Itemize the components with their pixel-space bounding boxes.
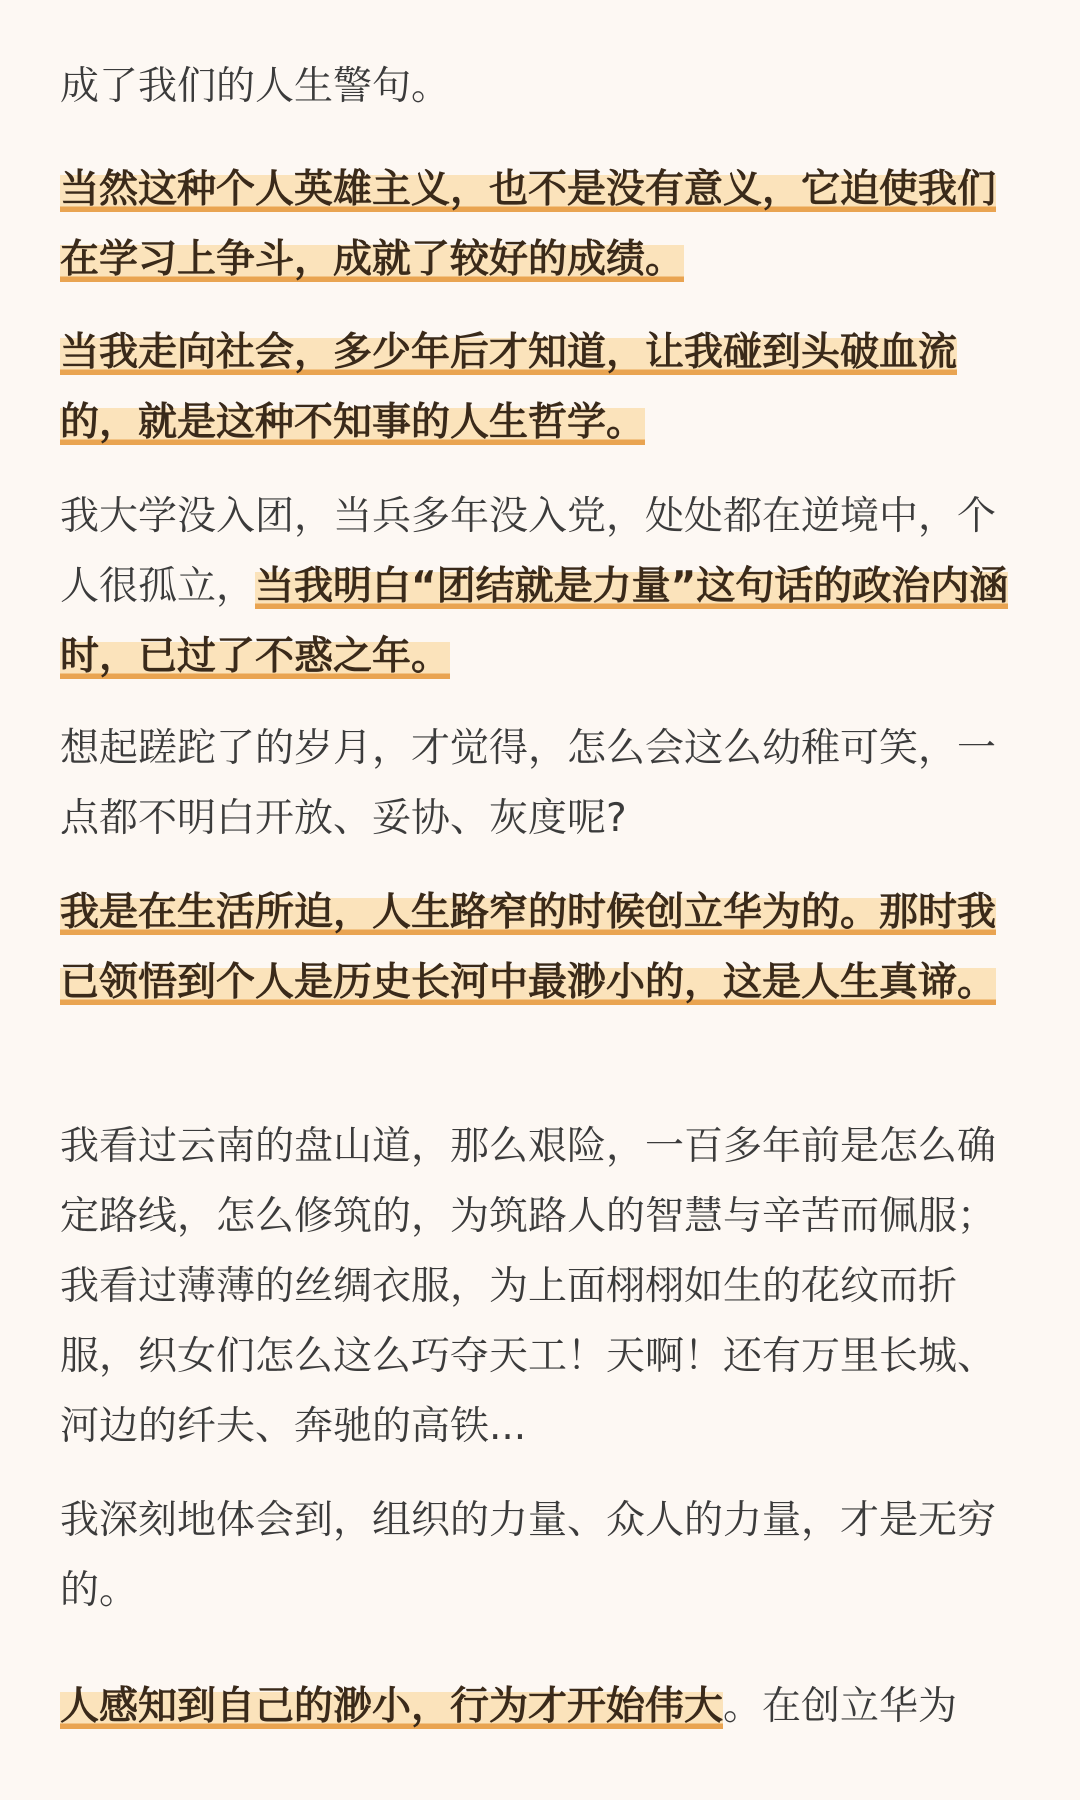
paragraph-1 [60,52,450,122]
highlighted-text: 人感知到自己的渺小，行为才开始伟大 [60,1684,724,1729]
highlighted-text: 当我明白“团结就是力量”这句话的政治内涵时，已过了不惑之年。 [60,564,1009,679]
text-segment: 我看过云南的盘山道，那么艰险，一百多年前是怎么确定路线，怎么修筑的，为筑路人的智慧与辛苦而佩服；我看过薄薄的丝绸衣服，为上面栩栩如生的花纹而折服，织女们怎么这么巧夺天工！天啊！还有万里长城、河边的纤夫、奔驰的高铁... [60,1124,997,1449]
text-segment: 成了我们的人生警句。 [60,64,451,109]
text-segment: 我大学没入团，当兵多年没入党，处处都在逆境中，个人很孤立， [60,494,997,609]
paragraph-3 [60,318,1020,458]
highlighted-text: 当然这种个人英雄主义，也不是没有意义，它迫使我们在学习上争斗，成就了较好的成绩。 [60,167,997,282]
paragraph-6 [60,878,1020,1018]
text-segment: 。在创立华为 [723,1684,958,1729]
paragraph-7 [60,1112,1020,1462]
paragraph-9 [60,1672,957,1742]
paragraph-4 [60,482,1020,692]
text-segment: 我深刻地体会到，组织的力量、众人的力量，才是无穷的。 [60,1498,997,1613]
text-segment: 想起蹉跎了的岁月，才觉得，怎么会这么幼稚可笑，一点都不明白开放、妥协、灰度呢? [60,726,997,841]
highlighted-text: 我是在生活所迫，人生路窄的时候创立华为的。那时我已领悟到个人是历史长河中最渺小的，这是人生真谛。 [60,890,997,1005]
paragraph-2 [60,155,1020,295]
paragraph-8 [60,1486,1020,1626]
paragraph-5 [60,714,1020,854]
highlighted-text: 当我走向社会，多少年后才知道，让我碰到头破血流的，就是这种不知事的人生哲学。 [60,330,958,445]
